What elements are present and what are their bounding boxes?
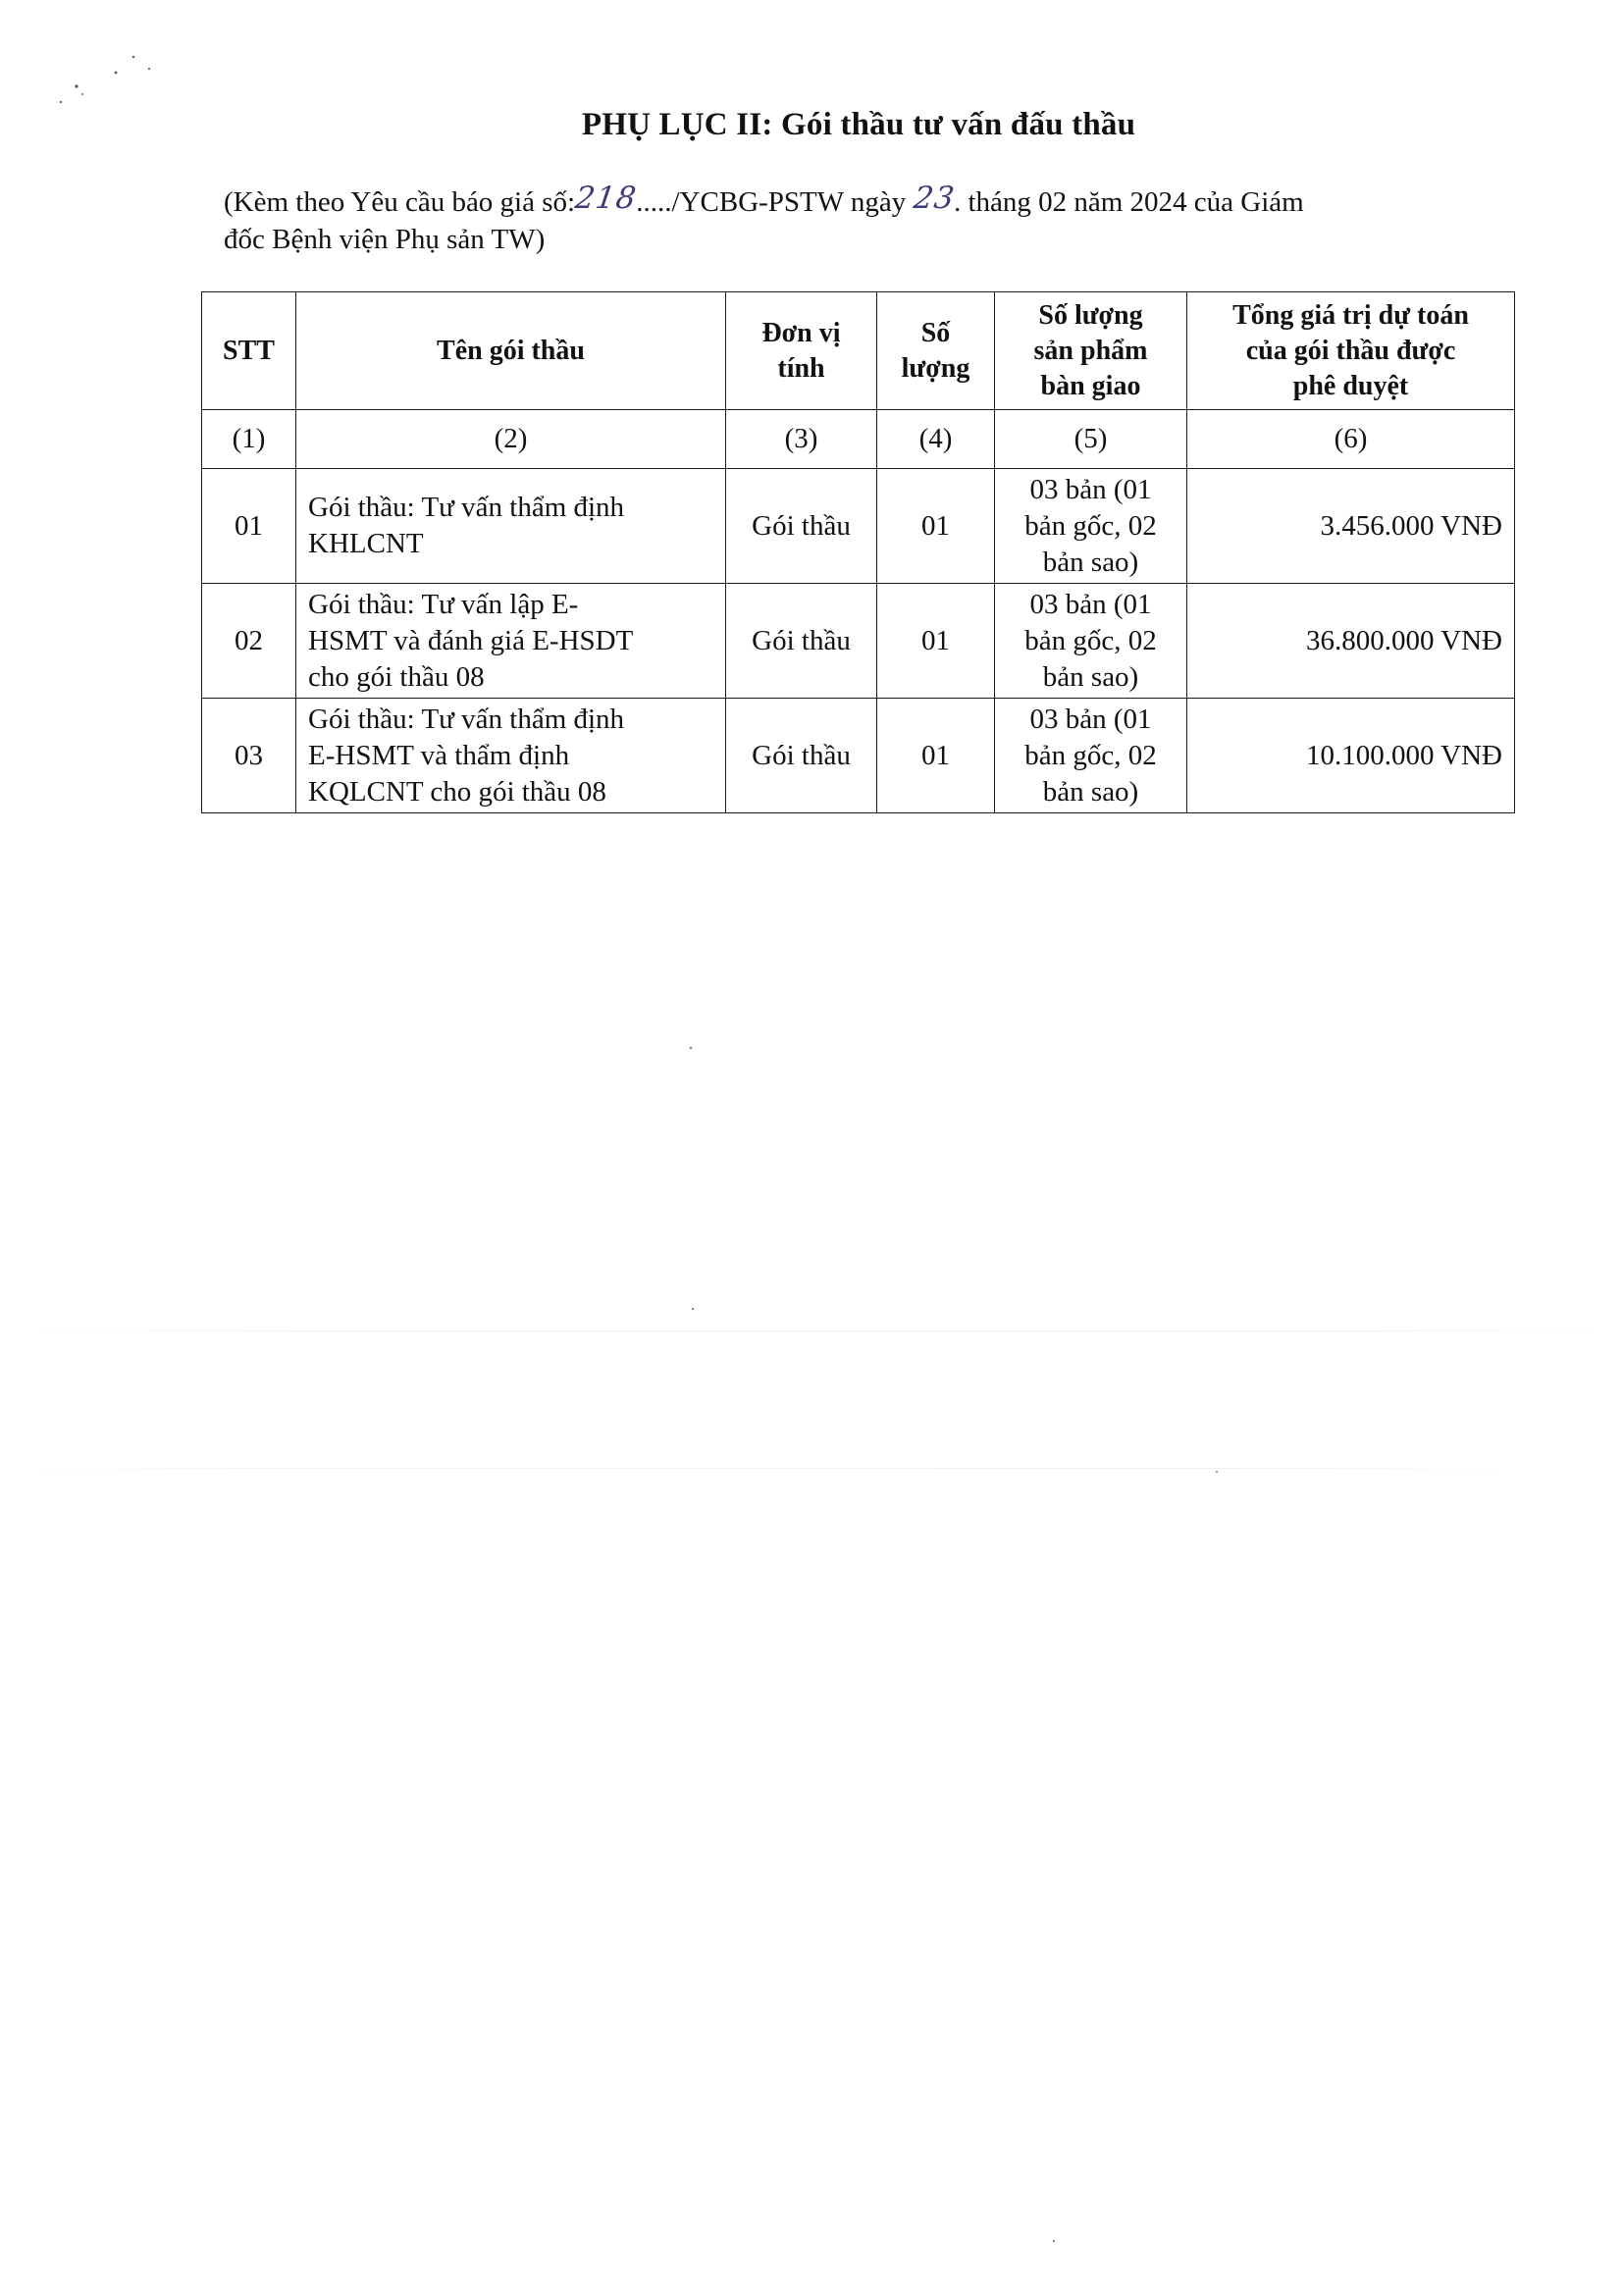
- header-line: tính: [777, 352, 825, 384]
- package-name-line: HSMT và đánh giá E-HSDT: [308, 624, 634, 656]
- reference-middle: ...../YCBG-PSTW ngày: [636, 186, 914, 218]
- scan-line: [0, 1468, 1531, 1469]
- package-name-line: Gói thầu: Tư vấn lập E-: [308, 588, 579, 620]
- cell-total-value: 10.100.000 VNĐ: [1187, 699, 1515, 813]
- cell-stt: 02: [202, 584, 296, 699]
- table-row: [202, 584, 1515, 699]
- reference-suffix: . tháng 02 năm 2024 của Giám: [953, 186, 1304, 218]
- package-name-line: KHLCNT: [308, 528, 424, 559]
- deliverables-line: bản sao): [1042, 775, 1139, 808]
- bid-packages-table: [201, 291, 1515, 813]
- cell-unit: Gói thầu: [726, 584, 877, 699]
- reference-line-2: đốc Bệnh viện Phụ sản TW): [224, 224, 546, 255]
- cell-quantity: 01: [877, 699, 995, 813]
- cell-total-value: 36.800.000 VNĐ: [1187, 584, 1515, 699]
- table-row: [202, 469, 1515, 584]
- header-unit: [726, 292, 877, 410]
- deliverables-line: 03 bản (01: [1029, 473, 1152, 505]
- column-number: (5): [995, 410, 1187, 469]
- column-number: (2): [296, 410, 726, 469]
- cell-quantity: 01: [877, 469, 995, 584]
- header-stt: [202, 292, 296, 410]
- header-line: lượng: [901, 352, 970, 384]
- cell-package-name: [296, 699, 726, 813]
- cell-deliverables: [995, 699, 1187, 813]
- cell-unit: Gói thầu: [726, 699, 877, 813]
- header-line: Số lượng: [1038, 299, 1143, 331]
- page-title: PHỤ LỤC II: Gói thầu tư vấn đấu thầu: [581, 107, 1136, 142]
- deliverables-line: bản gốc, 02: [1024, 739, 1157, 771]
- header-line: của gói thầu được: [1245, 335, 1456, 366]
- reference-line-1: [224, 183, 1304, 221]
- package-name-line: Gói thầu: Tư vấn thẩm định: [308, 492, 625, 523]
- cell-unit: Gói thầu: [726, 469, 877, 584]
- cell-stt: 01: [202, 469, 296, 584]
- deliverables-line: bản gốc, 02: [1024, 624, 1157, 656]
- table-row: [202, 699, 1515, 813]
- package-name-line: cho gói thầu 08: [308, 660, 485, 693]
- handwritten-request-number: 218: [572, 181, 640, 216]
- header-line: Tên gói thầu: [437, 335, 585, 366]
- header-line: sản phẩm: [1033, 335, 1148, 366]
- document-reference: [224, 183, 1304, 258]
- header-line: bàn giao: [1040, 370, 1141, 401]
- header-line: Tổng giá trị dự toán: [1232, 299, 1469, 331]
- reference-prefix: (Kèm theo Yêu cầu báo giá số:: [224, 186, 576, 218]
- header-line: Số: [920, 317, 951, 348]
- column-number: (4): [877, 410, 995, 469]
- deliverables-line: bản sao): [1042, 660, 1139, 693]
- column-number: (1): [202, 410, 296, 469]
- cell-stt: 03: [202, 699, 296, 813]
- cell-deliverables: [995, 469, 1187, 584]
- deliverables-line: 03 bản (01: [1029, 703, 1152, 735]
- header-line: Đơn vị: [761, 317, 841, 348]
- cell-deliverables: [995, 584, 1187, 699]
- handwritten-day: 23: [911, 181, 957, 216]
- header-line: phê duyệt: [1292, 370, 1409, 401]
- column-number: (3): [726, 410, 877, 469]
- header-quantity: [877, 292, 995, 410]
- table-header-row: [202, 292, 1515, 410]
- cell-package-name: [296, 584, 726, 699]
- deliverables-line: bản sao): [1042, 546, 1139, 578]
- cell-total-value: 3.456.000 VNĐ: [1187, 469, 1515, 584]
- header-package-name: [296, 292, 726, 410]
- package-name-line: Gói thầu: Tư vấn thẩm định: [308, 703, 625, 735]
- deliverables-line: 03 bản (01: [1029, 588, 1152, 620]
- package-name-line: KQLCNT cho gói thầu 08: [308, 775, 606, 808]
- header-total-value: [1187, 292, 1515, 410]
- cell-package-name: [296, 469, 726, 584]
- column-number: (6): [1187, 410, 1515, 469]
- package-name-line: E-HSMT và thẩm định: [308, 739, 570, 771]
- cell-quantity: 01: [877, 584, 995, 699]
- header-line: STT: [223, 335, 275, 366]
- deliverables-line: bản gốc, 02: [1024, 509, 1157, 542]
- column-number-row: [202, 410, 1515, 469]
- header-deliverables: [995, 292, 1187, 410]
